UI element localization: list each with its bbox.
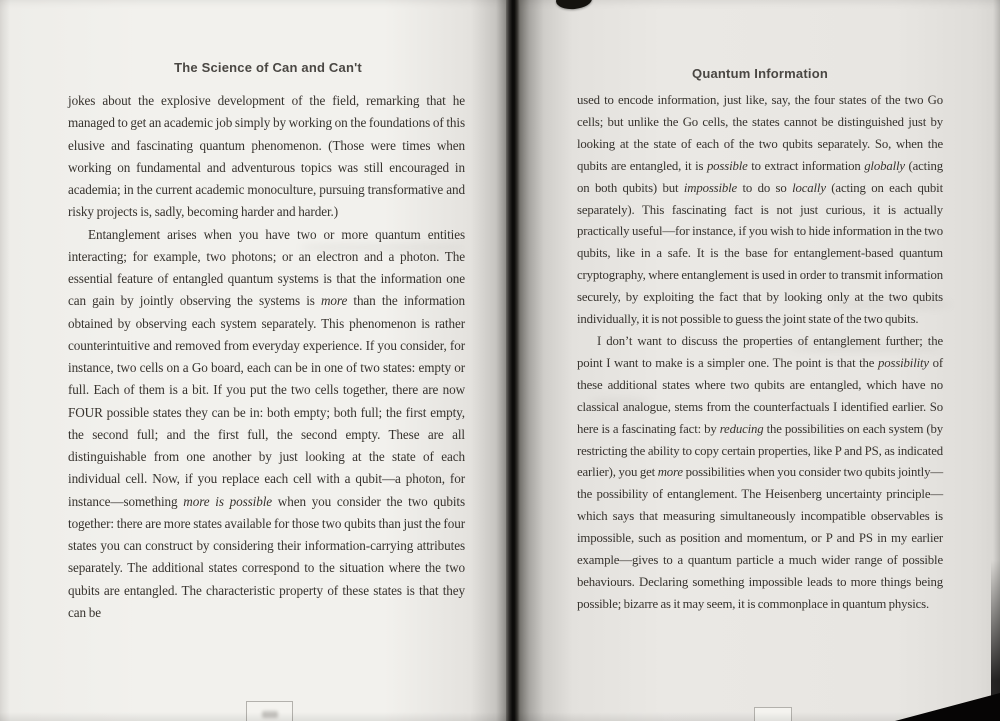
emphasized-text: possibility (878, 355, 929, 370)
emphasized-text: more is possible (183, 493, 273, 509)
emphasized-text: locally (792, 180, 826, 195)
body-text-run: to do so (737, 180, 793, 195)
emphasized-text: impossible (683, 180, 738, 195)
body-text-run: possibilities when you consider two qubits jointly—the possibility of entanglement. The Heisenberg uncertainty principle—which says that measuring simultaneously incompatible observables is impossible, such as position and momentum, or P and PS in my earlier example—gives to a quantum particle a much wider range of possible behaviours. Declaring something impossible leads to more things being possible; bizarre as it may seem, it is commonplace in quantum physics. (577, 465, 943, 611)
body-text-run: Entanglement arises when you have two or more quantum entities interacting; for example, two photons; or an electron and a photon. The essential feature of entangled quantum systems is that the information one can gain by jointly observing the systems is (68, 226, 465, 309)
body-text-run: to extract information (747, 158, 865, 173)
body-text-run: (acting on each qubit separately). This fascinating fact is not just curious, it is actually practically useful—for instance, if you wish to hide information in the two qubits, like in a safe. It is the base for entanglement-based quantum cryptography, where entanglement is used in order to transmit information securely, by exploiting the fact that by looking only at the two qubits individually, it is not possible to guess the joint state of the two qubits. (577, 180, 943, 327)
body-text-run: when you consider the two qubits together: there are more states available for those two qubits than just the four states you can construct by considering their information-carrying attributes separately. The additional states correspond to the situation where the two qubits are entangled. The characteristic property of these states is that they can be (68, 493, 465, 620)
emphasized-text: more (320, 293, 348, 309)
right-page-body (577, 90, 943, 616)
body-text-run: than the information obtained by observing each system separately. This phenomenon is rather counterintuitive and removed from everyday experience. If you consider, for instance, two cells on a Go board, each can be in one of two states: empty or full. Each of them is a bit. If you put the two cells together, there are now FOUR possible states they can be in: both empty; both full; the first empty, the second full; and the first full, the second empty. These are all distinguishable from one another by just looking at the state of each individual cell. Now, if you replace each cell with a qubit—a photon, for instance—something (68, 293, 465, 509)
body-text-run: I don’t want to discuss the properties of entanglement further; the point I want to make is a simpler one. The point is that the (577, 333, 943, 370)
body-text-run: of these additional states where two qubits are entangled, which have no classical analogue, stems from the counterfactuals I identified earlier. So here is a fascinating fact: by (577, 355, 943, 436)
emphasized-text: reducing (719, 421, 764, 436)
running-head-right: Quantum Information (692, 66, 828, 81)
bottom-edge-shade (0, 712, 1000, 721)
book-spine-gutter (506, 0, 520, 721)
body-text-run: jokes about the explosive development of the field, remarking that he managed to get an academic job simply by working on the foundations of this elusive and fascinating quantum phenomenon. (Those were times when working on fundamental and adventurous topics was still encouraged in academia; in the current academic monoculture, pursuing transformative and risky projects is, sadly, becoming harder and harder.) (68, 93, 465, 220)
body-paragraph (577, 90, 943, 331)
body-paragraph (68, 224, 465, 625)
left-page-body (68, 90, 465, 624)
body-text-run: (acting on both qubits) but (577, 158, 943, 195)
running-head-left: The Science of Can and Can't (174, 60, 362, 75)
emphasized-text: globally (864, 158, 905, 173)
body-paragraph (577, 331, 943, 616)
body-paragraph (68, 90, 465, 224)
emphasized-text: possible (706, 158, 748, 173)
body-text-run: the possibilities on each system (by restricting the ability to copy certain properties, like P and PS, as indicated earlier), you get (577, 421, 944, 480)
emphasized-text: more (657, 465, 683, 480)
body-text-run: used to encode information, just like, say, the four states of the two Go cells; but unlike the Go cells, the states cannot be distinguished just by looking at the state of each of the two qubits separately. So, when the qubits are entangled, it is (577, 93, 943, 173)
